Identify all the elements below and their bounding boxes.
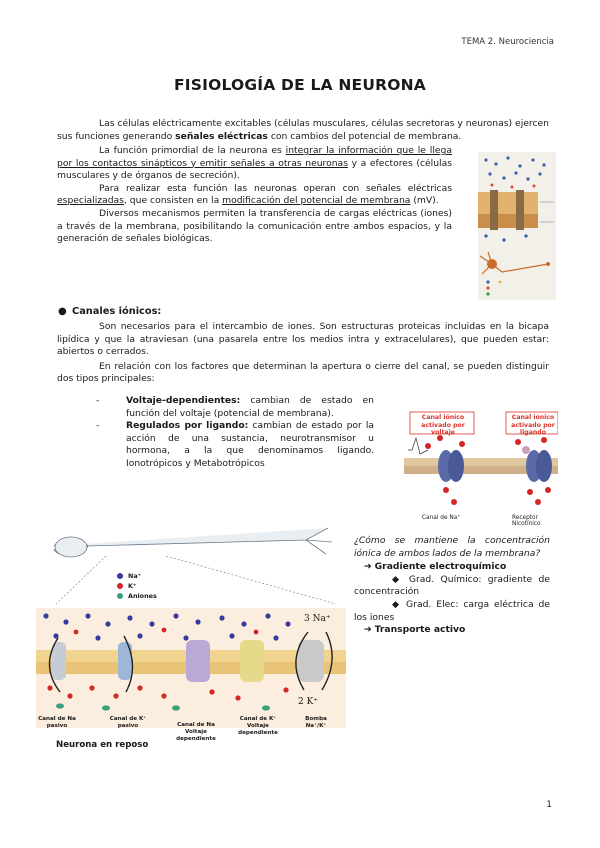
label-na-passive: Canal de Na pasivo bbox=[38, 716, 76, 729]
voltage-channel-box-label: Canal iónico activado por voltaje bbox=[421, 414, 465, 436]
canales-paragraph-2: En relación con los factores que determinan la apertura o cierre del canal, se pueden distinguir dos tipos principales: bbox=[57, 360, 549, 385]
list-item-electrical: ◆ Grad. Elec: carga eléctrica de los iones bbox=[354, 598, 551, 623]
channel-type-list bbox=[96, 395, 374, 471]
k-count-label: 2 K⁺ bbox=[298, 697, 319, 707]
page-number: 1 bbox=[546, 800, 552, 810]
membrane-illustration bbox=[478, 152, 556, 300]
neuron-resting-figure bbox=[36, 520, 346, 755]
canales-paragraph-1: Son necesarios para el intercambio de iones. Son estructuras proteicas incluidas en la bicapa lipídica y que la atraviesan (una pasarela entre los medios intra y extracelulares), que pueden estar: abiertos o cerrados. bbox=[57, 321, 549, 358]
nicotinic-receptor bbox=[522, 446, 552, 482]
ligand-channel-box-label: Canal iónico activado por ligando bbox=[511, 414, 555, 436]
intro-paragraph-4: Diversos mecanismos permiten la transferencia de cargas eléctricas (iones) a través de la membrana, posibilitando la comunicación entre ambos espacios, y la generación de señales biológicas. bbox=[57, 207, 452, 245]
list-item-voltage: - Voltaje-dependientes: cambian de estado en función del voltaje (potencial de membrana). bbox=[96, 395, 374, 419]
intro-paragraph-2: La función primordial de la neurona es integrar la información que le llega por los contactos sinápticos y emitir señales a otras neuronas y a efectores (células musculares y de órganos de secreción). bbox=[57, 145, 453, 182]
list-item-active-transport: ➔ Transporte activo bbox=[364, 624, 466, 636]
canales-text bbox=[57, 321, 549, 386]
bullet-dot: ● bbox=[58, 306, 67, 317]
figure-caption: Neurona en reposo bbox=[56, 740, 149, 750]
legend-anions: Aniones bbox=[128, 592, 157, 600]
canales-heading: Canales iónicos: bbox=[72, 306, 162, 317]
channel-figure bbox=[398, 410, 558, 528]
voltage-channel bbox=[438, 450, 464, 482]
question-block bbox=[354, 535, 550, 637]
legend-na: Na⁺ bbox=[128, 572, 142, 580]
list-item-chemical: ◆ Grad. Químico: gradiente de concentración bbox=[354, 573, 550, 598]
intro-p1-block bbox=[57, 118, 549, 143]
label-na-k-pump: Bomba Na⁺/K⁺ bbox=[305, 716, 327, 729]
list-item-ligand: - Regulados por ligando: cambian de estado por la acción de una sustancia, neurotransmisor u hormona, a la que denominamos ligando. Ionotrópicos y Metabotrópicos bbox=[96, 420, 375, 469]
legend-k: K⁺ bbox=[128, 582, 137, 590]
label-na-voltage: Canal de Na Voltaje dependiente bbox=[176, 722, 216, 742]
intro-left-column bbox=[57, 145, 452, 246]
bold-electrical-signals: señales eléctricas bbox=[175, 130, 268, 142]
header-topic: TEMA 2. Neurociencia bbox=[461, 37, 554, 47]
intro-paragraph-3: Para realizar esta función las neuronas operan con señales eléctricas especializadas, que consisten en la modificación del potencial de membrana (mV). bbox=[57, 182, 452, 207]
na-channel-label: Canal de Na⁺ bbox=[422, 515, 461, 521]
question-text: ¿Cómo se mantiene la concentración iónica de ambos lados de la membrana? bbox=[354, 535, 550, 559]
list-item-gradient: ➔ Gradiente electroquímico bbox=[364, 561, 507, 573]
nicotinic-receptor-label: Receptor Nicotínico bbox=[512, 515, 541, 527]
intro-paragraph-1: Las células eléctricamente excitables (células musculares, células secretoras y neuronas) ejercen sus funciones generando señales eléctricas con cambios del potencial de membrana. bbox=[57, 118, 549, 142]
page-title: FISIOLOGÍA DE LA NEURONA bbox=[174, 76, 426, 94]
label-k-passive: Canal de K⁺ pasivo bbox=[109, 716, 147, 729]
ion-legend bbox=[128, 571, 157, 601]
na-count-label: 3 Na⁺ bbox=[304, 614, 331, 624]
label-k-voltage: Canal de K⁺ Voltaje dependiente bbox=[238, 716, 278, 736]
